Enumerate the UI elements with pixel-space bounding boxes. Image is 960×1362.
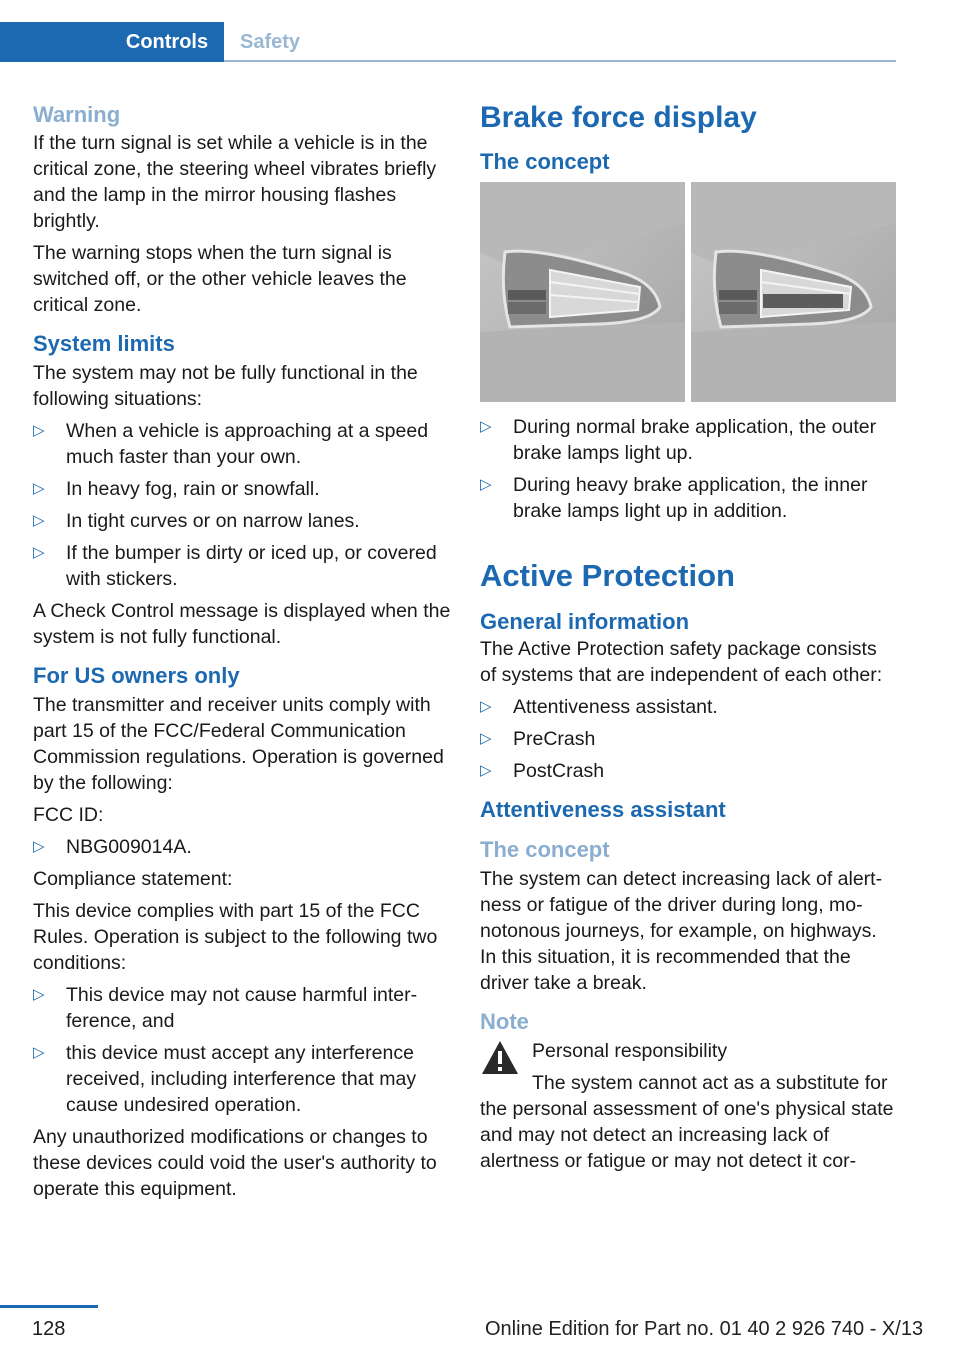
active-protection-heading: Active Protection <box>480 558 735 593</box>
us-owners-heading: For US owners only <box>33 663 240 688</box>
fcc-id-list <box>33 834 451 860</box>
footer-rule <box>0 1305 98 1308</box>
warning-heading: Warning <box>33 102 121 127</box>
brake-list <box>480 414 898 524</box>
tab-controls[interactable]: Controls <box>110 22 224 62</box>
header-bar <box>0 22 110 62</box>
system-limits-list <box>33 418 451 592</box>
fcc-id-label: FCC ID: <box>33 804 104 826</box>
list-item: ▷ In tight curves or on narrow lanes. <box>33 510 360 532</box>
triangle-bullet-icon: ▷ <box>33 422 45 439</box>
us-owners-paragraph: The transmitter and receiver units comply with part 15 of the FCC/Federal Communication Commission regulations. Operation is governed by the following: <box>33 694 444 794</box>
brake-force-heading: Brake force display <box>480 101 757 134</box>
list-item: ▷ PostCrash <box>480 760 605 782</box>
triangle-bullet-icon: ▷ <box>33 512 45 529</box>
list-item: ▷ PreCrash <box>480 728 596 750</box>
list-item: ▷ this device must accept any interference received, including interference that may cause undesired operation. <box>33 1042 417 1116</box>
conditions-list <box>33 982 451 1118</box>
brake-concept-heading: The concept <box>480 149 610 174</box>
note-title: Personal responsibility <box>532 1040 728 1062</box>
header-rule <box>224 60 896 62</box>
edition-label: Online Edition for Part no. 01 40 2 926 740 - X/13 <box>485 1318 924 1340</box>
triangle-bullet-icon: ▷ <box>480 730 492 747</box>
attentiveness-concept-heading: The concept <box>480 837 610 862</box>
system-limits-heading: System limits <box>33 331 175 356</box>
list-item: ▷ When a vehicle is approaching at a speed much faster than your own. <box>33 420 429 468</box>
warning-paragraph-2: The warning stops when the turn signal is switched off, or the other vehicle leaves the critical zone. <box>33 242 407 316</box>
triangle-bullet-icon: ▷ <box>480 762 492 779</box>
final-paragraph: Any unauthorized modifications or changes to these devices could void the user's authority to operate this equipment. <box>33 1126 437 1200</box>
compliance-paragraph: This device complies with part 15 of the FCC Rules. Operation is subject to the following two conditions: <box>33 900 438 974</box>
left-column <box>33 100 451 1208</box>
note-paragraph-start: The system cannot act as a substitute for <box>532 1072 888 1094</box>
system-limits-intro: The system may not be fully functional in the following situations: <box>33 362 418 410</box>
note-text <box>532 1038 888 1096</box>
triangle-bullet-icon: ▷ <box>33 986 45 1003</box>
triangle-bullet-icon: ▷ <box>480 476 492 493</box>
triangle-bullet-icon: ▷ <box>33 544 45 561</box>
page-number: 128 <box>32 1318 66 1340</box>
note-paragraph-continued: the personal assessment of one's physical state and may not detect an increasing lack of alertness or fatigue or may not detect it cor- <box>480 1098 894 1172</box>
list-item: ▷ If the bumper is dirty or iced up, or covered with stickers. <box>33 542 437 590</box>
warning-triangle-icon <box>480 1038 520 1078</box>
list-item: ▷ During heavy brake application, the inner brake lamps light up in addition. <box>480 474 868 522</box>
attentiveness-paragraph: The system can detect increasing lack of alertness or fatigue of the driver during long, monotonous journeys, for example, on highways. In this situation, it is recommended that the driver take a break. <box>480 868 883 994</box>
list-item: ▷ NBG009014A. <box>33 836 192 858</box>
list-item: ▷ During normal brake application, the outer brake lamps light up. <box>480 416 877 464</box>
triangle-bullet-icon: ▷ <box>33 480 45 497</box>
triangle-bullet-icon: ▷ <box>480 698 492 715</box>
active-protection-list <box>480 694 898 784</box>
compliance-label: Compliance statement: <box>33 868 233 890</box>
brake-lamp-photo-normal <box>480 182 685 402</box>
brake-lamp-photos <box>480 182 898 402</box>
warning-paragraph-1: If the turn signal is set while a vehicle is in the critical zone, the steering wheel vibrates briefly and the lamp in the mirror housing flashes brightly. <box>33 132 437 232</box>
note-heading: Note <box>480 1009 529 1034</box>
triangle-bullet-icon: ▷ <box>33 1044 45 1061</box>
right-column <box>480 100 898 1180</box>
triangle-bullet-icon: ▷ <box>480 418 492 435</box>
attentiveness-heading: Attentiveness assistant <box>480 797 726 822</box>
list-item: ▷ Attentiveness assistant. <box>480 696 718 718</box>
note-block <box>480 1038 898 1096</box>
list-item: ▷ In heavy fog, rain or snowfall. <box>33 478 320 500</box>
general-information-heading: General information <box>480 609 690 634</box>
brake-lamp-photo-heavy <box>691 182 896 402</box>
list-item: ▷ This device may not cause harmful interference, and <box>33 984 418 1032</box>
system-limits-after: A Check Control message is displayed when the system is not fully functional. <box>33 600 451 648</box>
general-information-paragraph: The Active Protection safety package consists of systems that are independent of each other: <box>480 638 883 686</box>
triangle-bullet-icon: ▷ <box>33 838 45 855</box>
tab-safety[interactable]: Safety <box>240 30 301 53</box>
